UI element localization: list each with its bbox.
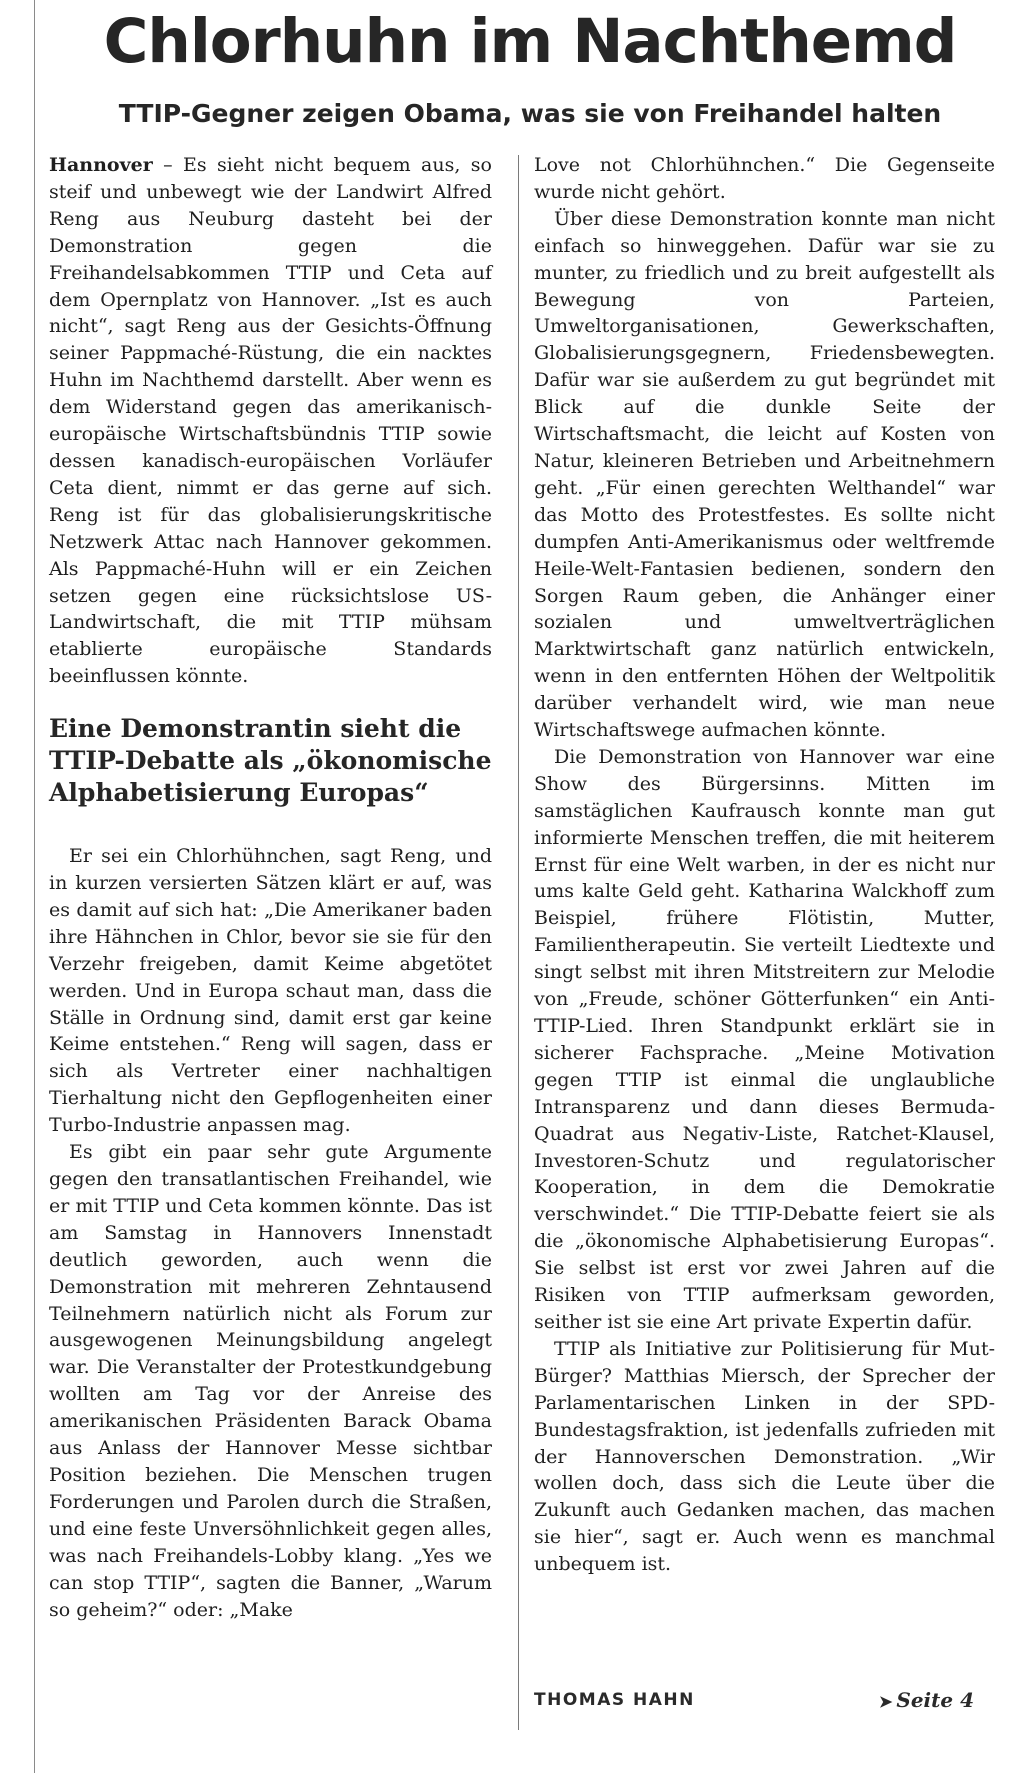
- body-paragraph: TTIP als Initiative zur Politisierung für Mut-Bürger? Matthias Miersch, der Sprecher der Parlamentarischen Linken in der SPD-Bundestagsfraktion, ist jedenfalls zufrieden mit der Hannoverschen Demonstration. „Wir wollen doch, dass sich die Leute über die Zukunft auch Gedanken machen, das machen sie hier“, sagt er. Auch wenn es manchmal unbequem ist.: [534, 1337, 995, 1576]
- article-column-right: [534, 152, 995, 1578]
- article-footer: [534, 1690, 974, 1720]
- lead-text: Es sieht nicht bequem aus, so steif und unbewegt wie der Landwirt Alfred Reng aus Neuburg dasteht bei der Demonstration gegen die Freihandelsabkommen TTIP und Ceta auf dem Opernplatz von Hannover. „Ist es auch nicht“, sagt Reng aus der Gesichts-Öffnung seiner Pappmaché-Rüstung, die ein nacktes Huhn im Nachthemd darstellt. Aber wenn es dem Widerstand gegen das amerikanisch-europäische Wirtschaftsbündnis TTIP sowie dessen kanadisch-europäischen Vorläufer Ceta dient, nimmt er das gerne auf sich. Reng ist für das globalisierungskritische Netzwerk Attac nach Hannover gekommen. Als Pappmaché-Huhn will er ein Zeichen setzen gegen eine rücksichtslose US-Landwirtschaft, die mit TTIP mühsam etablierte europäische Standards beeinflussen könnte.: [49, 154, 492, 688]
- body-paragraph-continued: Love not Chlorhühnchen.“ Die Gegenseite wurde nicht gehört.: [534, 154, 995, 203]
- author-byline: THOMAS HAHN: [534, 1690, 695, 1710]
- lead-paragraph: [49, 152, 492, 690]
- dateline: Hannover: [49, 154, 153, 176]
- continuation-page-label: Seite 4: [896, 1688, 974, 1712]
- body-paragraph: Er sei ein Chlorhühnchen, sagt Reng, und in kurzen versierten Sätzen klärt er auf, was es damit auf sich hat: „Die Amerikaner baden ihre Hähnchen in Chlor, bevor sie sie für den Verzehr freigeben, damit Keime abgetötet werden. Und in Europa schaut man, dass die Ställe in Ordnung sind, damit erst gar keine Keime entstehen.“ Reng will sagen, dass er sich als Vertreter einer nachhaltigen Tierhaltung nicht den Gepflogenheiten einer Turbo-Industrie anpassen mag.: [49, 845, 492, 1137]
- body-paragraph: Die Demonstration von Hannover war eine Show des Bürgersinns. Mitten im samstäglichen Kaufrausch konnte man gut informierte Menschen treffen, die mit heiterem Ernst für eine Welt warben, in der es nicht nur ums kalte Geld geht. Katharina Walckhoff zum Beispiel, frühere Flötistin, Mutter, Familientherapeutin. Sie verteilt Liedtexte und singt selbst mit ihren Mitstreitern zur Melodie von „Freude, schöner Götterfunken“ ein Anti-TTIP-Lied. Ihren Standpunkt erklärt sie in sicherer Fachsprache. „Meine Motivation gegen TTIP ist einmal die unglaubliche Intransparenz und dann dieses Bermuda-Quadrat aus Negativ-Liste, Ratchet-Klausel, Investoren-Schutz und regulatorischer Kooperation, in dem die Demokratie verschwindet.“ Die TTIP-Debatte feiert sie als die „ökonomische Alphabetisierung Europas“. Sie selbst ist erst vor zwei Jahren auf die Risiken von TTIP aufmerksam geworden, seither ist sie eine Art private Expertin dafür.: [534, 745, 995, 1333]
- continuation-reference[interactable]: [879, 1688, 974, 1712]
- body-paragraph: Über diese Demonstration konnte man nicht einfach so hinweggehen. Dafür war sie zu munter, zu friedlich und zu breit aufgestellt als Bewegung von Parteien, Umweltorganisationen, Gewerkschaften, Globalisierungsgegnern, Friedensbewegten. Dafür war sie außerdem zu gut begründet mit Blick auf die dunkle Seite der Wirtschaftsmacht, die leicht auf Kosten von Natur, kleineren Betrieben und Arbeitnehmern geht. „Für einen gerechten Welthandel“ war das Motto des Protestfestes. Es sollte nicht dumpfen Anti-Amerikanismus oder weltfremde Heile-Welt-Fantasien bedienen, sondern den Sorgen Raum geben, die Anhänger einer sozialen und umweltverträglichen Marktwirtschaft ganz natürlich entwickeln, wenn in den entfernten Höhen der Weltpolitik darüber verhandelt wird, wie man neue Wirtschaftswege aufmachen könnte.: [534, 207, 995, 742]
- body-paragraph: Es gibt ein paar sehr gute Argumente gegen den transatlantischen Freihandel, wie er mit TTIP und Ceta kommen könnte. Das ist am Samstag in Hannovers Innenstadt deutlich geworden, auch wenn die Demonstration mit mehreren Zehntausend Teilnehmern natürlich nicht als Forum zur ausgewogenen Meinungsbildung angelegt war. Die Veranstalter der Protestkundgebung wollten am Tag vor der Anreise des amerikanischen Präsidenten Barack Obama aus Anlass der Hannover Messe sichtbar Position beziehen. Die Menschen trugen Forderungen und Parolen durch die Straßen, und eine feste Unversöhnlichkeit gegen alles, was nach Freihandels-Lobby klang. „Yes we can stop TTIP“, sagten die Banner, „Warum so geheim?“ oder: „Make: [49, 1141, 492, 1621]
- page-margin-rule: [34, 0, 35, 1773]
- dateline-dash: –: [152, 154, 183, 176]
- section-heading: Eine Demonstrantin sieht die TTIP-Debatte als „ökonomische Alphabetisierung Europas“: [49, 714, 492, 808]
- arrow-right-icon: ➤: [878, 1692, 893, 1711]
- headline: Chlorhuhn im Nachthemd: [103, 6, 957, 77]
- column-divider: [518, 155, 519, 1730]
- article-column-left: [49, 152, 492, 1623]
- subheadline: TTIP-Gegner zeigen Obama, was sie von Freihandel halten: [118, 99, 942, 128]
